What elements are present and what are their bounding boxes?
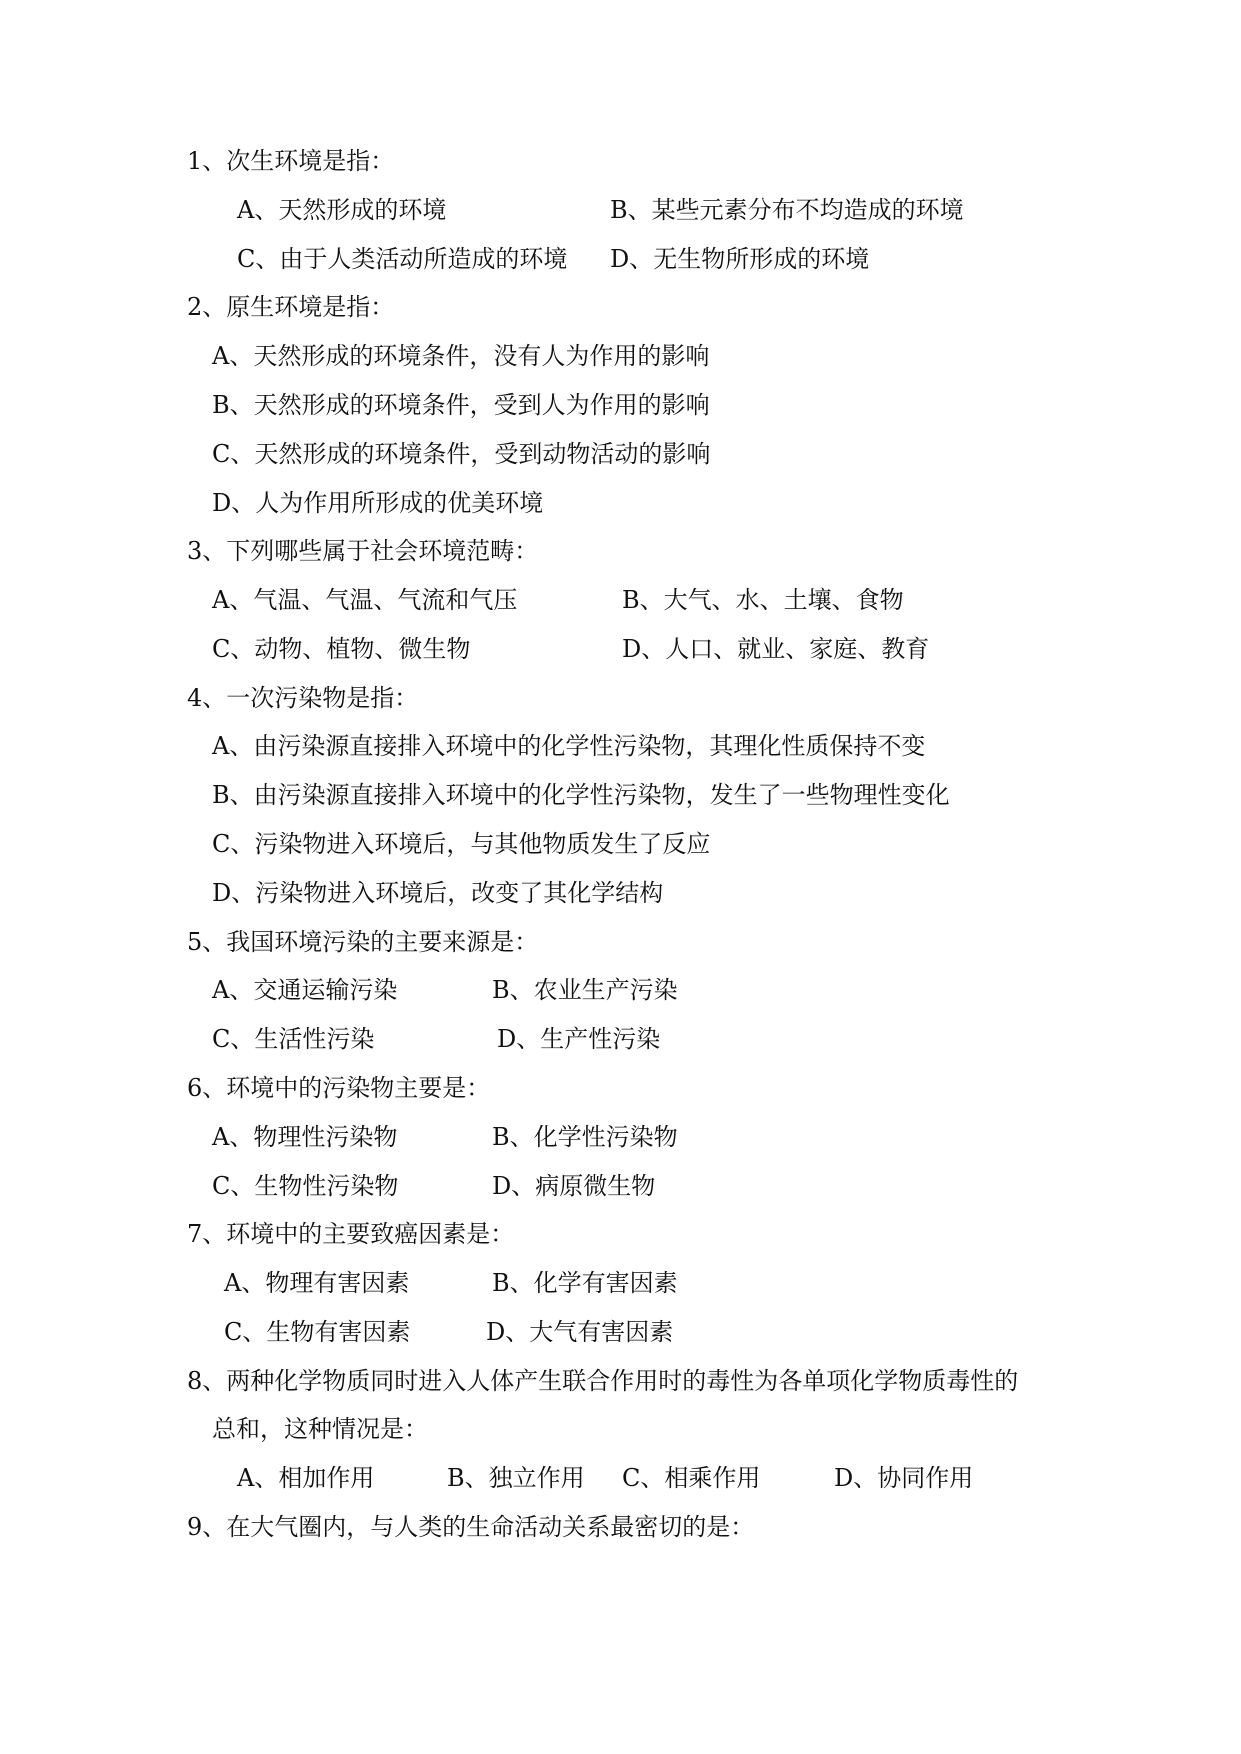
question-2-option-b: B、天然形成的环境条件，受到人为作用的影响 [212, 391, 710, 419]
question-4-option-a: A、由污染源直接排入环境中的化学性污染物，其理化性质保持不变 [212, 732, 926, 760]
question-1-option-d: D、无生物所形成的环境 [610, 245, 870, 273]
question-2-option-d: D、人为作用所形成的优美环境 [212, 489, 544, 517]
question-5-stem: 5、我国环境污染的主要来源是： [187, 928, 539, 956]
question-6-option-a: A、物理性污染物 [212, 1123, 398, 1151]
question-5-option-b: B、农业生产污染 [492, 976, 678, 1004]
question-4-stem: 4、一次污染物是指： [187, 684, 419, 712]
question-2-stem: 2、原生环境是指： [187, 293, 395, 321]
question-9-stem: 9、在大气圈内，与人类的生命活动关系最密切的是： [187, 1513, 755, 1541]
question-3-option-b: B、大气、水、土壤、食物 [622, 586, 904, 614]
question-6-option-b: B、化学性污染物 [492, 1123, 678, 1151]
question-2-option-a: A、天然形成的环境条件，没有人为作用的影响 [212, 342, 710, 370]
question-8-option-c: C、相乘作用 [622, 1464, 761, 1492]
question-1-option-a: A、天然形成的环境 [237, 196, 447, 224]
question-7-option-b: B、化学有害因素 [492, 1269, 678, 1297]
question-1-option-c: C、由于人类活动所造成的环境 [237, 245, 568, 273]
question-7-option-c: C、生物有害因素 [224, 1318, 411, 1346]
question-7-stem: 7、环境中的主要致癌因素是： [187, 1220, 515, 1248]
question-8-option-d: D、协同作用 [834, 1464, 974, 1492]
question-3-option-a: A、气温、气温、气流和气压 [212, 586, 518, 614]
question-2-option-c: C、天然形成的环境条件，受到动物活动的影响 [212, 440, 711, 468]
question-4-option-d: D、污染物进入环境后，改变了其化学结构 [212, 879, 664, 907]
question-8-stem-continued: 总和，这种情况是： [212, 1415, 428, 1443]
question-1-stem: 1、次生环境是指： [187, 147, 395, 175]
question-7-option-d: D、大气有害因素 [486, 1318, 674, 1346]
question-3-stem: 3、下列哪些属于社会环境范畴： [187, 537, 539, 565]
question-1-option-b: B、某些元素分布不均造成的环境 [610, 196, 964, 224]
question-8-option-a: A、相加作用 [237, 1464, 375, 1492]
question-6-option-c: C、生物性污染物 [212, 1172, 399, 1200]
question-7-option-a: A、物理有害因素 [224, 1269, 410, 1297]
question-5-option-d: D、生产性污染 [497, 1025, 661, 1053]
question-8-stem: 8、两种化学物质同时进入人体产生联合作用时的毒性为各单项化学物质毒性的 [187, 1367, 1019, 1395]
question-8-option-b: B、独立作用 [447, 1464, 585, 1492]
question-5-option-a: A、交通运输污染 [212, 976, 398, 1004]
question-5-option-c: C、生活性污染 [212, 1025, 375, 1053]
question-3-option-c: C、动物、植物、微生物 [212, 635, 471, 663]
question-6-option-d: D、病原微生物 [492, 1172, 656, 1200]
question-6-stem: 6、环境中的污染物主要是： [187, 1074, 491, 1102]
question-4-option-b: B、由污染源直接排入环境中的化学性污染物，发生了一些物理性变化 [212, 781, 950, 809]
question-3-option-d: D、人口、就业、家庭、教育 [622, 635, 930, 663]
question-4-option-c: C、污染物进入环境后，与其他物质发生了反应 [212, 830, 711, 858]
